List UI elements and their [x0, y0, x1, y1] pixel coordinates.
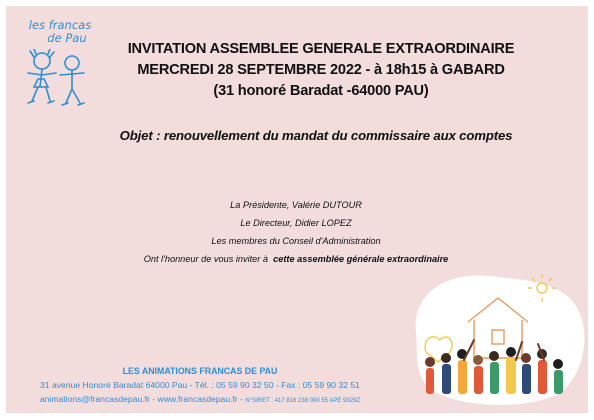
- footer-contact-line: [20, 392, 380, 408]
- footer-siret: N°SIRET : 417 816 238 000 55 APE 9329Z: [245, 398, 361, 404]
- children-logo-icon: [22, 49, 94, 109]
- invitation-title: [116, 39, 526, 102]
- footer: [20, 364, 380, 408]
- signers-block: [66, 196, 526, 268]
- children-house-illustration: [398, 262, 594, 412]
- invite-prefix: Ont l'honneur de vous inviter à: [143, 254, 269, 264]
- footer-contact: animations@francasdepau.fr - www.francasdepau.fr -: [39, 394, 244, 404]
- logo-line1: les francas: [28, 18, 92, 32]
- logo-line2: de Pau: [47, 31, 87, 45]
- objet-line: Objet : renouvellement du mandat du commissaire aux comptes: [119, 128, 513, 143]
- invite-emphasis: cette assemblée générale extraordinaire: [273, 254, 449, 264]
- council-line: Les membres du Conseil d'Administration: [211, 236, 381, 246]
- francas-logo: [20, 19, 100, 114]
- footer-org: LES ANIMATIONS FRANCAS DE PAU: [122, 366, 278, 376]
- invitation-card: [6, 6, 588, 413]
- title-line3: (31 honoré Baradat -64000 PAU): [213, 83, 429, 99]
- title-line2: MERCREDI 28 SEPTEMBRE 2022 - à 18h15 à GABARD: [137, 62, 505, 78]
- director-line: Le Directeur, Didier LOPEZ: [240, 218, 352, 228]
- footer-address: 31 avenue Honoré Baradat 64000 Pau - Tél. : 05 59 90 32 50 - Fax : 05 59 90 32 51: [40, 380, 360, 390]
- title-line1: INVITATION ASSEMBLEE GENERALE EXTRAORDINAIRE: [127, 41, 515, 57]
- logo-text: [20, 19, 100, 45]
- president-line: La Présidente, Valérie DUTOUR: [230, 200, 362, 210]
